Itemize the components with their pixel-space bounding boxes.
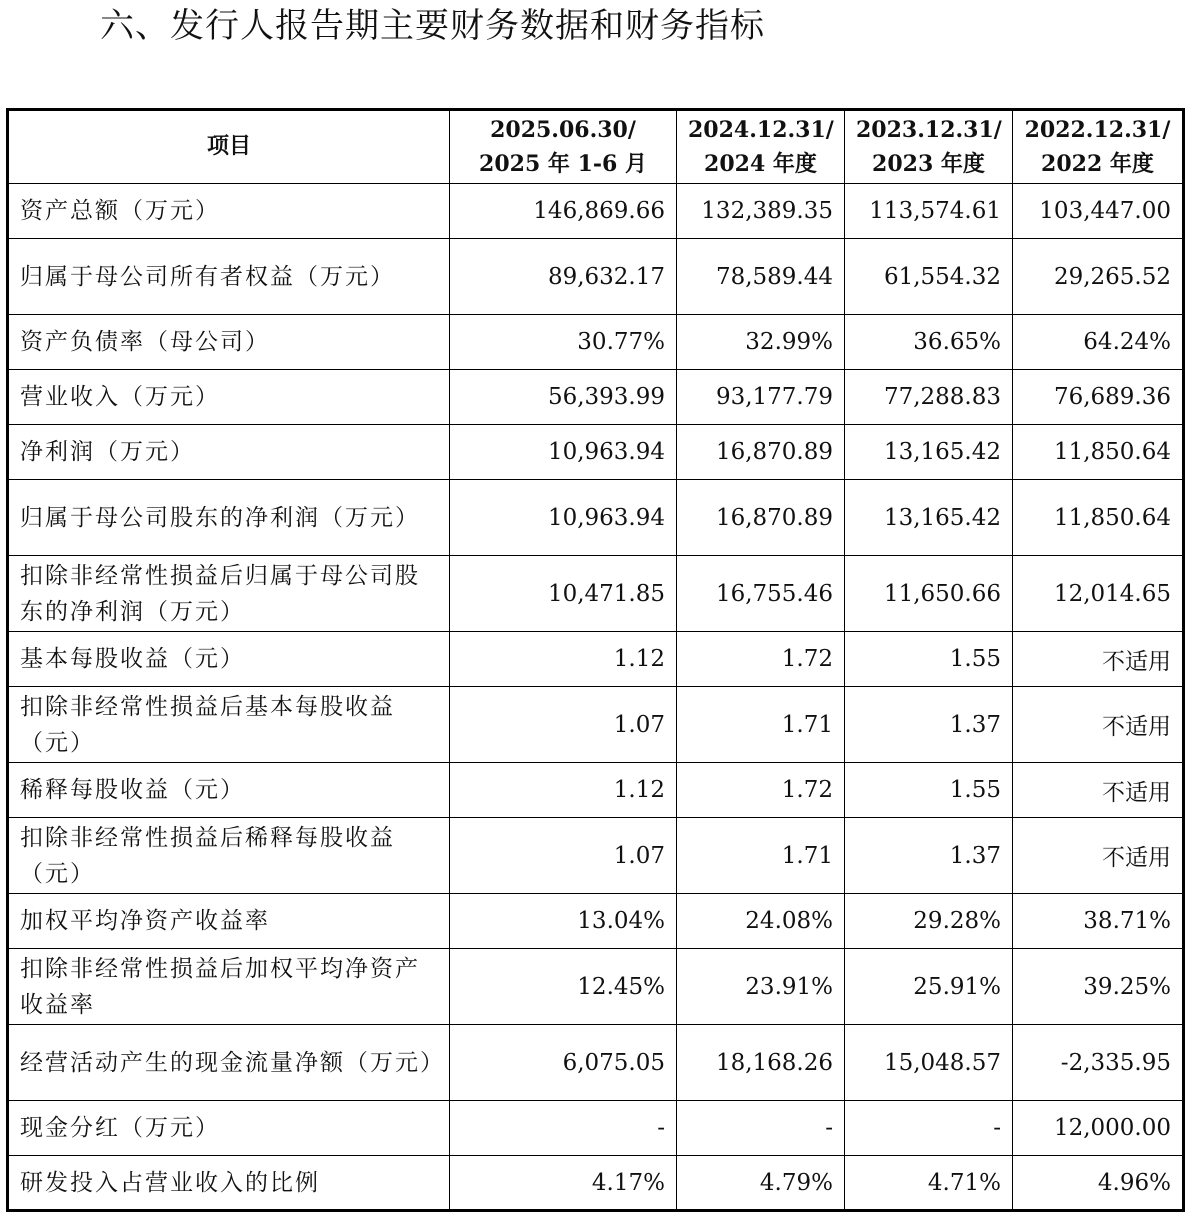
row-label: 归属于母公司所有者权益（万元） (8, 239, 450, 315)
row-value: 不适用 (1013, 687, 1184, 763)
row-value: 13,165.42 (845, 425, 1013, 480)
row-label: 稀释每股收益（元） (8, 763, 450, 818)
header-period-range: 2023 年度 (872, 151, 985, 177)
row-value: 103,447.00 (1013, 184, 1184, 239)
table-row (8, 949, 1184, 1025)
row-value: 11,850.64 (1013, 425, 1184, 480)
row-value: 12,014.65 (1013, 556, 1184, 632)
row-value: 1.55 (845, 763, 1013, 818)
row-value: -2,335.95 (1013, 1025, 1184, 1101)
header-period (677, 110, 845, 184)
row-label: 资产总额（万元） (8, 184, 450, 239)
row-label: 资产负债率（母公司） (8, 315, 450, 370)
row-label: 扣除非经常性损益后稀释每股收益（元） (8, 818, 450, 894)
row-value: 1.37 (845, 687, 1013, 763)
row-value: 29,265.52 (1013, 239, 1184, 315)
row-value: 1.71 (677, 818, 845, 894)
table-row (8, 425, 1184, 480)
header-period (450, 110, 677, 184)
row-value: 4.17% (450, 1156, 677, 1211)
row-value: 10,963.94 (450, 480, 677, 556)
header-period-range: 2022 年度 (1041, 151, 1154, 177)
table-row (8, 632, 1184, 687)
header-period-date: 2022.12.31/ (1024, 117, 1171, 143)
row-value: 4.96% (1013, 1156, 1184, 1211)
row-value: 1.37 (845, 818, 1013, 894)
row-value: 76,689.36 (1013, 370, 1184, 425)
row-value: 1.72 (677, 632, 845, 687)
header-period (845, 110, 1013, 184)
row-value: 不适用 (1013, 632, 1184, 687)
row-value: 89,632.17 (450, 239, 677, 315)
row-label: 研发投入占营业收入的比例 (8, 1156, 450, 1211)
table-row (8, 1025, 1184, 1101)
row-value: 25.91% (845, 949, 1013, 1025)
row-value: 16,870.89 (677, 425, 845, 480)
financial-indicators-table (6, 108, 1185, 1212)
row-label: 净利润（万元） (8, 425, 450, 480)
row-value: 11,850.64 (1013, 480, 1184, 556)
row-value: 16,755.46 (677, 556, 845, 632)
row-value: 39.25% (1013, 949, 1184, 1025)
row-value: 78,589.44 (677, 239, 845, 315)
header-period-date: 2024.12.31/ (688, 117, 834, 143)
row-value: 32.99% (677, 315, 845, 370)
table-row (8, 370, 1184, 425)
table-row (8, 556, 1184, 632)
row-value: 132,389.35 (677, 184, 845, 239)
table-row (8, 894, 1184, 949)
row-value: 1.55 (845, 632, 1013, 687)
row-value: 10,963.94 (450, 425, 677, 480)
row-value: - (677, 1101, 845, 1156)
header-period-range: 2025 年 1-6 月 (479, 151, 647, 177)
row-value: 6,075.05 (450, 1025, 677, 1101)
row-value: 36.65% (845, 315, 1013, 370)
table-row (8, 818, 1184, 894)
row-value: 30.77% (450, 315, 677, 370)
row-value: 4.71% (845, 1156, 1013, 1211)
row-value: 93,177.79 (677, 370, 845, 425)
row-value: 38.71% (1013, 894, 1184, 949)
row-value: 1.07 (450, 818, 677, 894)
row-label: 加权平均净资产收益率 (8, 894, 450, 949)
row-value: 不适用 (1013, 763, 1184, 818)
header-period-date: 2023.12.31/ (856, 117, 1002, 143)
table-row (8, 763, 1184, 818)
row-label: 营业收入（万元） (8, 370, 450, 425)
row-value: 1.72 (677, 763, 845, 818)
row-value: 13,165.42 (845, 480, 1013, 556)
row-label: 归属于母公司股东的净利润（万元） (8, 480, 450, 556)
row-value: 18,168.26 (677, 1025, 845, 1101)
row-label: 经营活动产生的现金流量净额（万元） (8, 1025, 450, 1101)
row-value: 16,870.89 (677, 480, 845, 556)
row-label: 扣除非经常性损益后归属于母公司股东的净利润（万元） (8, 556, 450, 632)
row-value: 56,393.99 (450, 370, 677, 425)
row-value: 15,048.57 (845, 1025, 1013, 1101)
row-label: 扣除非经常性损益后加权平均净资产收益率 (8, 949, 450, 1025)
row-label: 扣除非经常性损益后基本每股收益（元） (8, 687, 450, 763)
table-row (8, 184, 1184, 239)
table-row (8, 315, 1184, 370)
row-value: - (845, 1101, 1013, 1156)
row-value: 13.04% (450, 894, 677, 949)
row-value: 1.71 (677, 687, 845, 763)
row-value: 29.28% (845, 894, 1013, 949)
row-value: 4.79% (677, 1156, 845, 1211)
table-row (8, 239, 1184, 315)
row-value: 1.07 (450, 687, 677, 763)
row-value: 64.24% (1013, 315, 1184, 370)
row-value: 113,574.61 (845, 184, 1013, 239)
table-row (8, 1101, 1184, 1156)
row-label: 基本每股收益（元） (8, 632, 450, 687)
row-value: 77,288.83 (845, 370, 1013, 425)
table-row (8, 1156, 1184, 1211)
row-value: 12.45% (450, 949, 677, 1025)
row-value: 23.91% (677, 949, 845, 1025)
row-value: - (450, 1101, 677, 1156)
table-body (8, 184, 1184, 1211)
table-row (8, 687, 1184, 763)
table-header-row (8, 110, 1184, 184)
header-item: 项目 (8, 110, 450, 184)
row-value: 不适用 (1013, 818, 1184, 894)
row-value: 10,471.85 (450, 556, 677, 632)
header-period (1013, 110, 1184, 184)
row-value: 24.08% (677, 894, 845, 949)
header-period-date: 2025.06.30/ (490, 117, 636, 143)
table-row (8, 480, 1184, 556)
section-title: 六、发行人报告期主要财务数据和财务指标 (100, 6, 765, 46)
row-value: 11,650.66 (845, 556, 1013, 632)
row-value: 1.12 (450, 763, 677, 818)
row-value: 61,554.32 (845, 239, 1013, 315)
row-value: 146,869.66 (450, 184, 677, 239)
row-label: 现金分红（万元） (8, 1101, 450, 1156)
row-value: 1.12 (450, 632, 677, 687)
header-period-range: 2024 年度 (704, 151, 817, 177)
row-value: 12,000.00 (1013, 1101, 1184, 1156)
